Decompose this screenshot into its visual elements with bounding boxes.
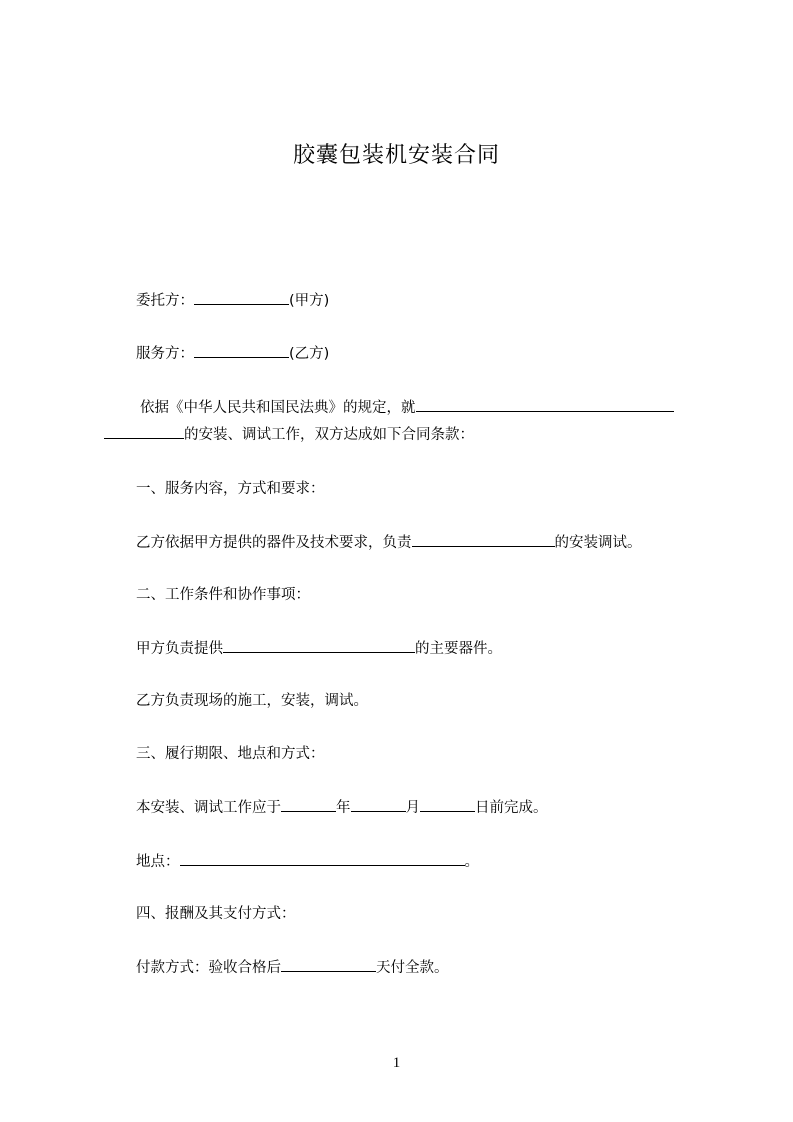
payment-suffix: 天付全款。: [376, 960, 449, 976]
party-a-suffix: (甲方): [289, 293, 330, 309]
payment-prefix: 付款方式：验收合格后: [136, 960, 281, 976]
section1-heading: 一、服务内容，方式和要求：: [136, 481, 325, 497]
location-label: 地点：: [136, 854, 180, 870]
year-label: 年: [336, 800, 351, 816]
intro-prefix: 依据《中华人民共和国民法典》的规定，就: [140, 400, 416, 416]
date-prefix: 本安装、调试工作应于: [136, 800, 281, 816]
section3-heading: 三、履行期限、地点和方式：: [136, 746, 325, 762]
intro-continuation-line: [104, 424, 474, 445]
section4-payment-line: [136, 957, 449, 978]
document-title: 胶囊包装机安装合同: [292, 143, 500, 168]
intro-blank-2[interactable]: [104, 424, 184, 439]
party-a-blank[interactable]: [194, 290, 289, 305]
section1-prefix: 乙方依据甲方提供的器件及技术要求，负责: [136, 535, 412, 551]
party-b-line: [136, 343, 329, 364]
year-blank[interactable]: [281, 797, 336, 812]
section2-blank[interactable]: [223, 638, 415, 653]
section3-date-line: [136, 797, 548, 818]
month-label: 月: [405, 800, 420, 816]
page-number: 1: [392, 1055, 401, 1071]
party-b-blank[interactable]: [194, 343, 289, 358]
day-suffix: 日前完成。: [475, 800, 548, 816]
section2-prefix: 甲方负责提供: [136, 641, 223, 657]
section1-blank[interactable]: [412, 532, 555, 547]
party-b-suffix: (乙方): [289, 346, 330, 362]
section1-line1: [136, 532, 642, 553]
section2-line1: [136, 638, 502, 659]
location-blank[interactable]: [180, 851, 465, 866]
section2-line2: 乙方负责现场的施工，安装，调试。: [136, 693, 368, 709]
location-end: 。: [464, 854, 479, 870]
party-b-label: 服务方：: [136, 346, 194, 362]
intro-blank-1[interactable]: [416, 397, 674, 412]
intro-line: [140, 397, 674, 418]
section4-heading: 四、报酬及其支付方式：: [136, 906, 296, 922]
party-a-label: 委托方：: [136, 293, 194, 309]
day-blank[interactable]: [420, 797, 475, 812]
month-blank[interactable]: [351, 797, 406, 812]
intro-continuation: 的安装、调试工作，双方达成如下合同条款：: [184, 427, 474, 443]
section2-heading: 二、工作条件和协作事项：: [136, 587, 310, 603]
section1-suffix: 的安装调试。: [554, 535, 642, 551]
party-a-line: [136, 290, 329, 311]
payment-blank[interactable]: [281, 957, 376, 972]
section3-location-line: [136, 851, 479, 872]
section2-suffix: 的主要器件。: [415, 641, 502, 657]
